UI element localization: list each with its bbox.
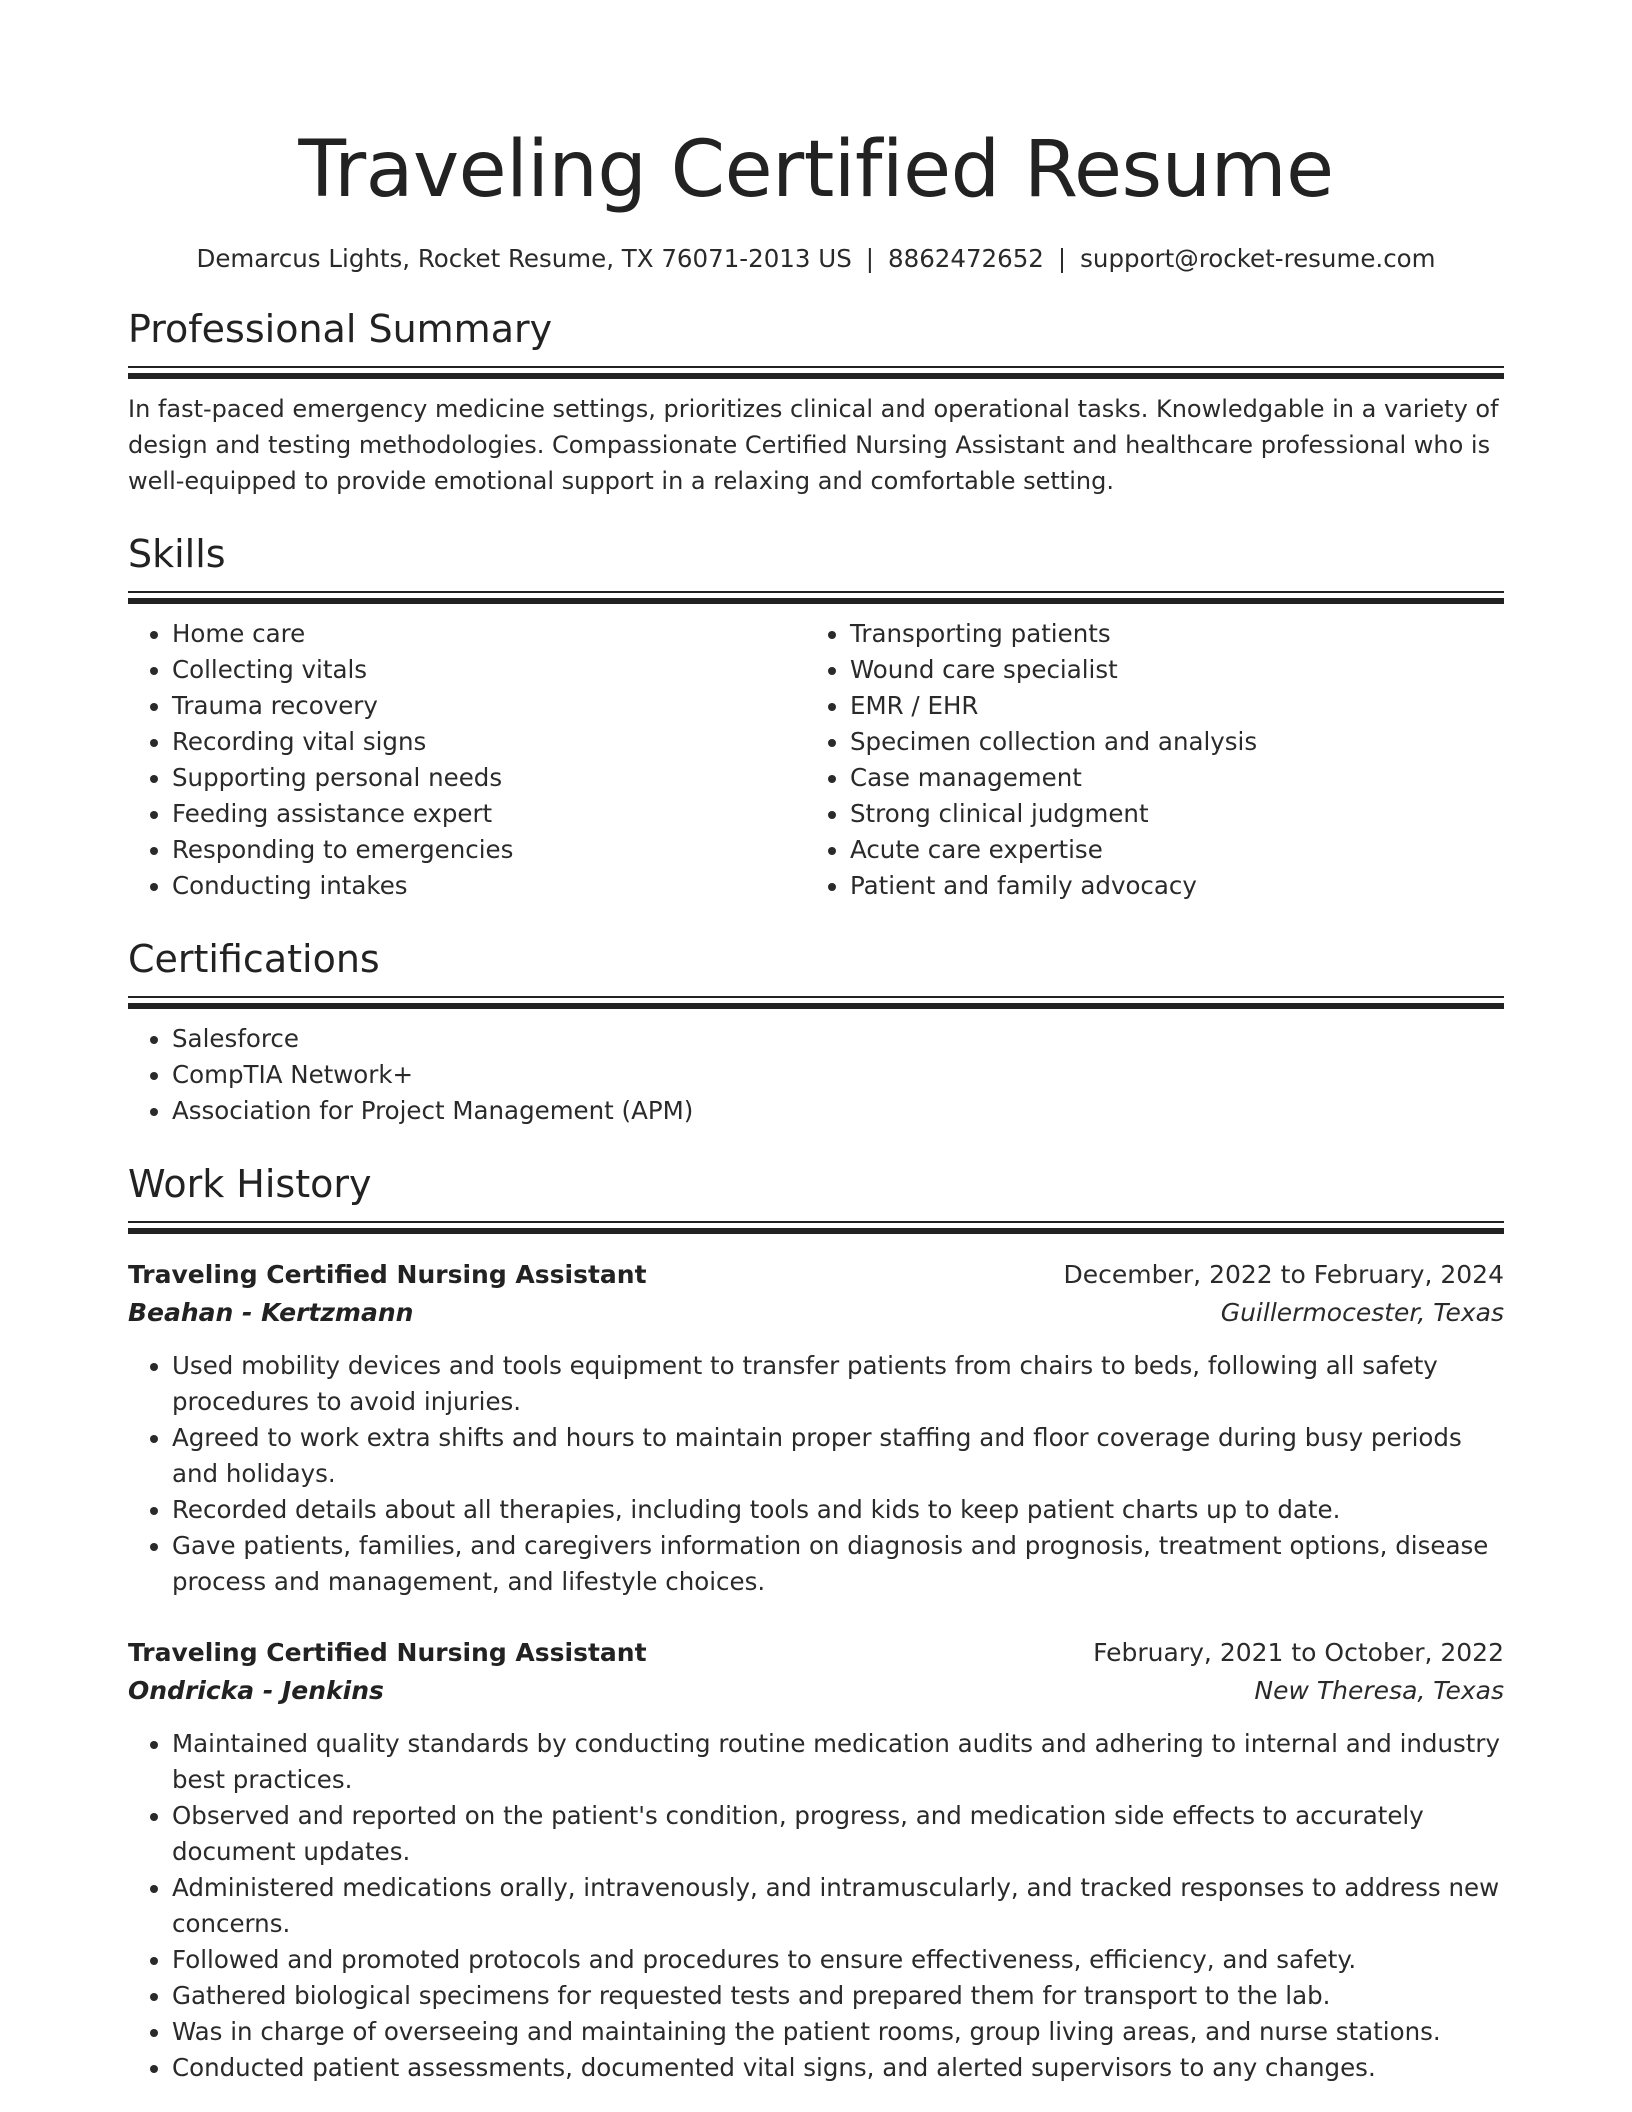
job-bullets: [128, 1726, 1504, 2086]
skill-item: • Feeding assistance expert: [172, 796, 806, 832]
section-divider: [128, 591, 1504, 604]
work-history-heading: Work History: [128, 1162, 372, 1206]
skill-item: • Collecting vitals: [172, 652, 806, 688]
certifications-heading: Certifications: [128, 937, 380, 981]
section-divider: [128, 1221, 1504, 1234]
skills-list-right: [806, 616, 1484, 904]
skill-item: • Patient and family advocacy: [850, 868, 1484, 904]
skills-column-right: [806, 616, 1484, 904]
job-bullet: • Observed and reported on the patient's condition, progress, and medication side effects to accurately document updates.: [172, 1798, 1504, 1870]
skill-item: • Conducting intakes: [172, 868, 806, 904]
certification-item: • CompTIA Network+: [172, 1057, 1504, 1093]
job-title: Traveling Certified Nursing Assistant: [128, 1260, 647, 1289]
job-bullet: • Followed and promoted protocols and procedures to ensure effectiveness, efficiency, and safety.: [172, 1942, 1504, 1978]
skills-heading: Skills: [128, 532, 226, 576]
skills-section: [128, 529, 1504, 904]
job-header-row: [128, 1256, 1504, 1294]
job-dates: February, 2021 to October, 2022: [1093, 1638, 1504, 1667]
certification-item: • Salesforce: [172, 1021, 1504, 1057]
section-divider: [128, 996, 1504, 1009]
job-bullet: • Gathered biological specimens for requested tests and prepared them for transport to the lab.: [172, 1978, 1504, 2014]
skill-item: • EMR / EHR: [850, 688, 1484, 724]
job-bullet: • Conducted patient assessments, documented vital signs, and alerted supervisors to any changes.: [172, 2050, 1504, 2086]
skill-item: • Transporting patients: [850, 616, 1484, 652]
resume-title: Traveling Certified Resume: [298, 125, 1334, 215]
skill-item: • Acute care expertise: [850, 832, 1484, 868]
resume-page: [128, 0, 1504, 2086]
skill-item: • Specimen collection and analysis: [850, 724, 1484, 760]
certifications-section: [128, 934, 1504, 1129]
skills-column-left: [128, 616, 806, 904]
job-bullet: • Was in charge of overseeing and maintaining the patient rooms, group living areas, and nurse stations.: [172, 2014, 1504, 2050]
job-title: Traveling Certified Nursing Assistant: [128, 1638, 647, 1667]
skills-list-left: [128, 616, 806, 904]
certifications-list: [128, 1021, 1504, 1129]
job-company-row: [128, 1672, 1504, 1710]
job-bullet: • Gave patients, families, and caregivers information on diagnosis and prognosis, treatment options, disease process and management, and lifestyle choices.: [172, 1528, 1504, 1600]
summary-section: [128, 304, 1504, 499]
job-bullet: • Used mobility devices and tools equipment to transfer patients from chairs to beds, following all safety procedures to avoid injuries.: [172, 1348, 1504, 1420]
job-company: Ondricka - Jenkins: [128, 1676, 384, 1705]
job-bullet: • Administered medications orally, intravenously, and intramuscularly, and tracked responses to address new concerns.: [172, 1870, 1504, 1942]
skill-item: • Supporting personal needs: [172, 760, 806, 796]
skill-item: • Responding to emergencies: [172, 832, 806, 868]
skill-item: • Trauma recovery: [172, 688, 806, 724]
skill-item: • Home care: [172, 616, 806, 652]
skill-item: • Strong clinical judgment: [850, 796, 1484, 832]
job-bullet: • Recorded details about all therapies, including tools and kids to keep patient charts up to date.: [172, 1492, 1504, 1528]
certification-item: • Association for Project Management (APM): [172, 1093, 1504, 1129]
skill-item: • Recording vital signs: [172, 724, 806, 760]
contact-line: [128, 242, 1504, 276]
skills-columns: [128, 616, 1504, 904]
skill-item: • Wound care specialist: [850, 652, 1484, 688]
job-dates: December, 2022 to February, 2024: [1063, 1260, 1504, 1289]
job-bullets: [128, 1348, 1504, 1600]
job-bullet: • Agreed to work extra shifts and hours to maintain proper staffing and floor coverage during busy periods and holidays.: [172, 1420, 1504, 1492]
job-entry: [128, 1256, 1504, 1600]
job-header-row: [128, 1634, 1504, 1672]
summary-heading: Professional Summary: [128, 307, 553, 351]
contact-separator: |: [865, 244, 875, 273]
job-entry: [128, 1634, 1504, 2086]
job-location: New Theresa, Texas: [1254, 1676, 1504, 1705]
job-bullet: • Maintained quality standards by conducting routine medication audits and adhering to internal and industry best practices.: [172, 1726, 1504, 1798]
contact-phone: 8862472652: [888, 244, 1044, 273]
job-company: Beahan - Kertzmann: [128, 1298, 414, 1327]
skill-item: • Case management: [850, 760, 1484, 796]
job-company-row: [128, 1294, 1504, 1332]
contact-email: support@rocket-resume.com: [1080, 244, 1436, 273]
section-divider: [128, 366, 1504, 379]
job-location: Guillermocester, Texas: [1220, 1298, 1504, 1327]
contact-address: Demarcus Lights, Rocket Resume, TX 76071-2013 US: [196, 244, 852, 273]
work-history-section: [128, 1159, 1504, 2086]
summary-text: In fast-paced emergency medicine settings, prioritizes clinical and operational tasks. Knowledgable in a variety of design and testing methodologies. Compassionate Certified Nursing Assistant and healthcare professional who is well-equipped to provide emotional support in a relaxing and comfortable setting.: [128, 395, 1499, 495]
contact-separator: |: [1057, 244, 1067, 273]
